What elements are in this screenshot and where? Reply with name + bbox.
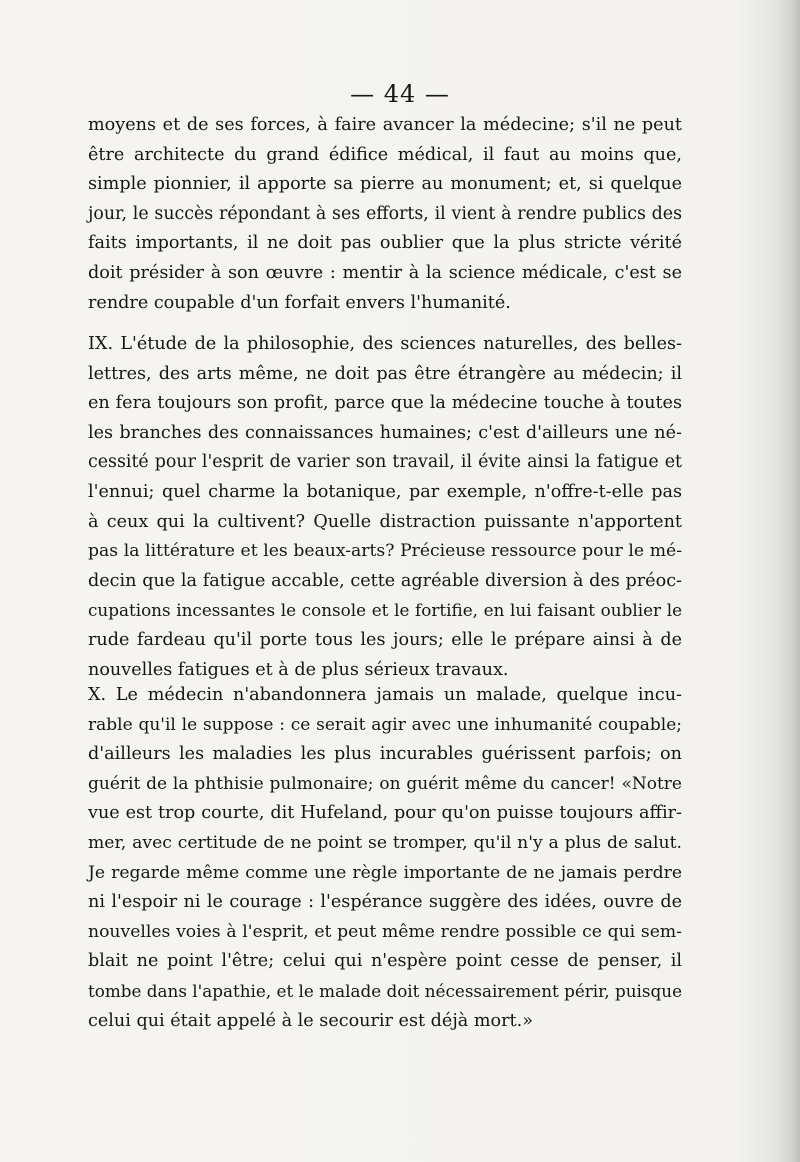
text-line: moyens et de ses forces, à faire avancer la médecine; s'il ne peut (88, 115, 682, 135)
text-line: les branches des connaissances humaines; c'est d'ailleurs une né- (88, 422, 682, 443)
text-line: l'ennui; quel charme la botanique, par exemple, n'offre-t-elle pas (88, 481, 682, 502)
text-line: cupations incessantes le console et le fortifie, en lui faisant oublier le (88, 600, 682, 621)
text-line: pas la littérature et les beaux-arts? Précieuse ressource pour le mé- (88, 541, 682, 562)
text-line: rude fardeau qu'il porte tous les jours; elle le prépare ainsi à de (88, 629, 682, 650)
text-line: IX. L'étude de la philosophie, des sciences naturelles, des belles- (88, 334, 682, 354)
text-line: en fera toujours son profit, parce que la médecine touche à toutes (88, 393, 682, 414)
text-line: Je regarde même comme une règle importante de ne jamais perdre (88, 862, 682, 883)
text-line: jour, le succès répondant à ses efforts, il vient à rendre publics des (88, 203, 682, 224)
text-line: simple pionnier, il apporte sa pierre au monument; et, si quelque (88, 174, 682, 195)
text-line: celui qui était appelé à le secourir est déjà mort.» (88, 1010, 533, 1031)
text-line: d'ailleurs les maladies les plus incurables guérissent parfois; on (88, 744, 682, 765)
text-line: X. Le médecin n'abandonnera jamais un malade, quelque incu- (88, 685, 682, 705)
page-edge-shadow (778, 0, 800, 1162)
text-line: tombe dans l'apathie, et le malade doit nécessairement périr, puisque (88, 980, 683, 1001)
text-line: cessité pour l'esprit de varier son travail, il évite ainsi la fatigue et (88, 452, 682, 473)
paragraph-x (88, 681, 682, 1036)
text-line: rable qu'il le suppose : ce serait agir avec une inhumanité coupable; (88, 714, 682, 735)
text-line: ni l'espoir ni le courage : l'espérance suggère des idées, ouvre de (88, 892, 682, 913)
paragraph-1 (88, 111, 682, 318)
paragraph-ix (88, 330, 682, 685)
text-line: mer, avec certitude de ne point se tromper, qu'il n'y a plus de salut. (88, 832, 682, 853)
text-line: blait ne point l'être; celui qui n'espère point cesse de penser, il (88, 951, 682, 972)
text-line: être architecte du grand édifice médical, il faut au moins que, (88, 144, 682, 165)
text-line: nouvelles fatigues et à de plus sérieux travaux. (88, 659, 509, 680)
text-line: doit présider à son œuvre : mentir à la science médicale, c'est se (88, 262, 682, 283)
text-line: faits importants, il ne doit pas oublier que la plus stricte vérité (88, 233, 682, 254)
text-line: decin que la fatigue accable, cette agréable diversion à des préoc- (88, 570, 682, 591)
page-number: — 44 — (350, 80, 450, 108)
text-line: à ceux qui la cultivent? Quelle distraction puissante n'apportent (88, 511, 682, 532)
text-line: rendre coupable d'un forfait envers l'humanité. (88, 292, 511, 313)
text-line: nouvelles voies à l'esprit, et peut même rendre possible ce qui sem- (88, 921, 682, 942)
text-line: lettres, des arts même, ne doit pas être étrangère au médecin; il (88, 363, 682, 384)
text-line: guérit de la phthisie pulmonaire; on guérit même du cancer! «Notre (88, 773, 682, 794)
text-line: vue est trop courte, dit Hufeland, pour qu'on puisse toujours affir- (88, 803, 682, 824)
